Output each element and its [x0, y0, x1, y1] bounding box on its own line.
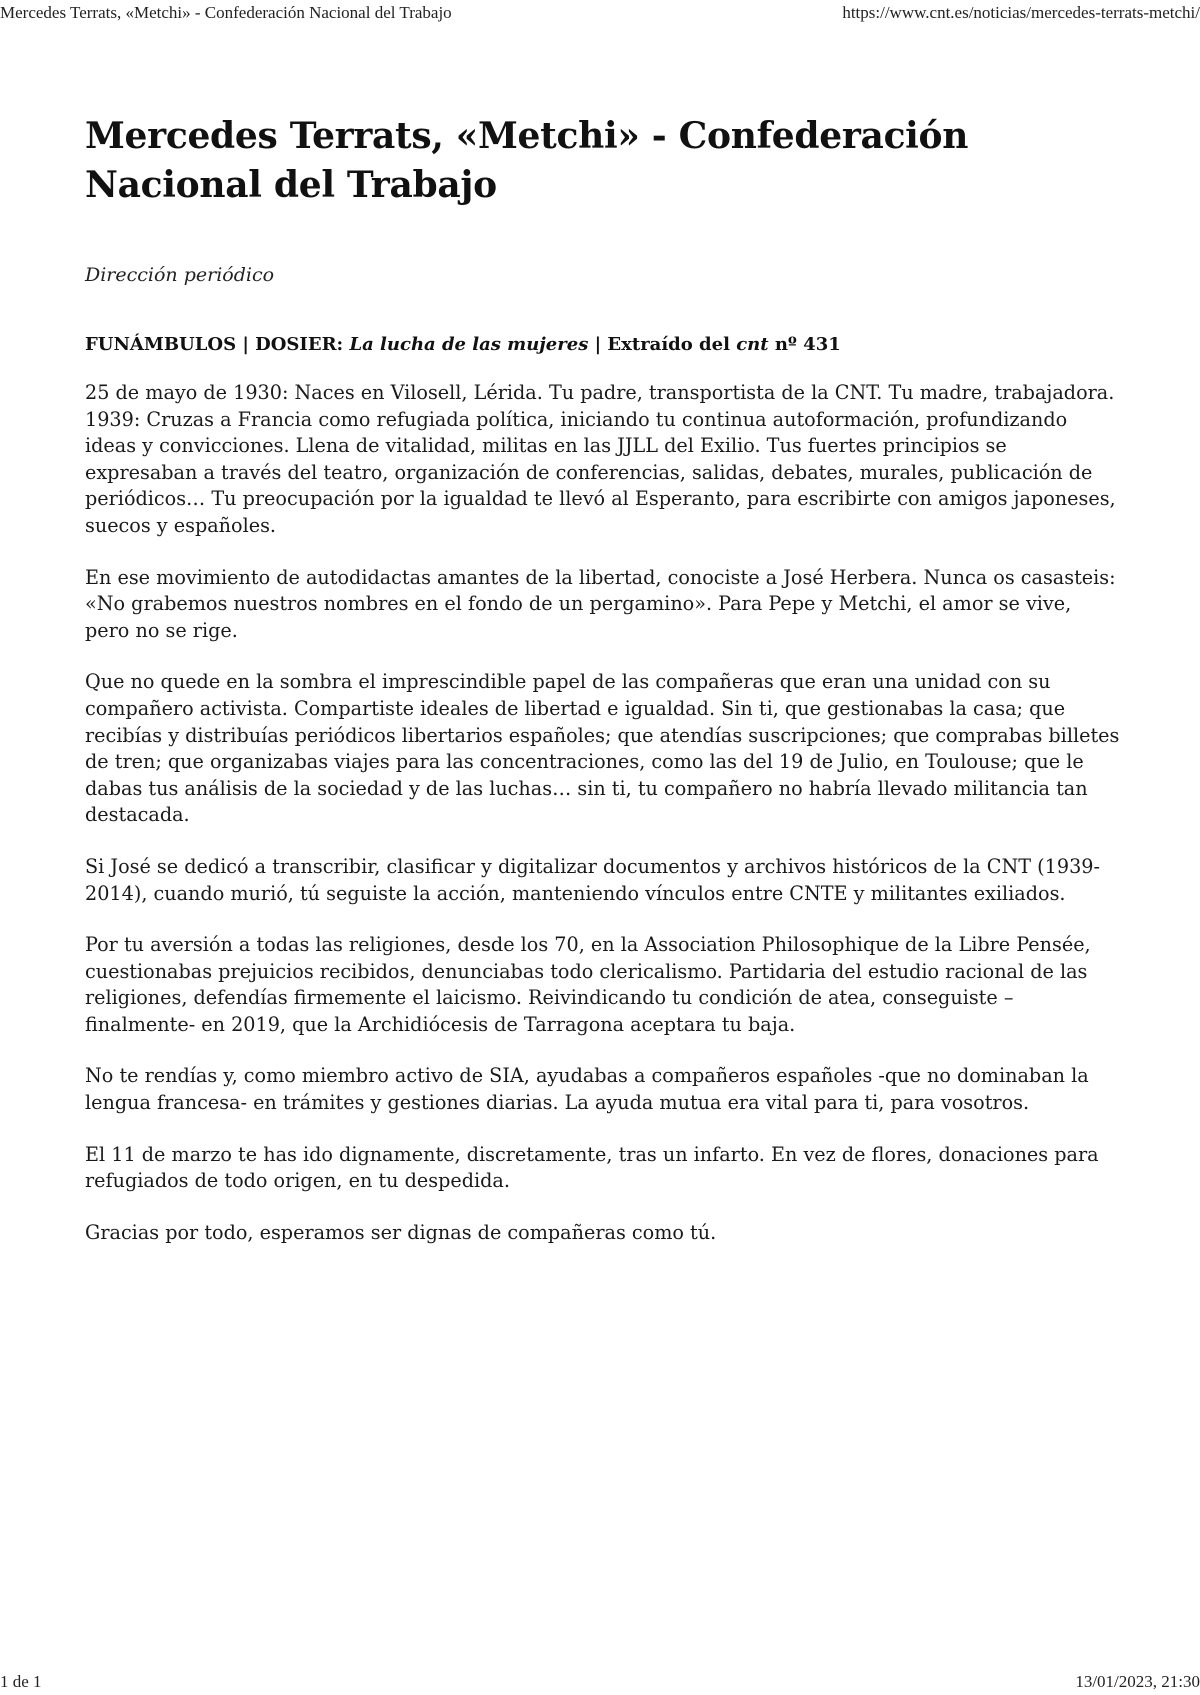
print-header-page-title: Mercedes Terrats, «Metchi» - Confederación Nacional del Trabajo: [0, 3, 452, 22]
article-kicker: [85, 332, 1120, 358]
kicker-publication: cnt: [736, 334, 769, 355]
article: [85, 112, 1120, 1271]
article-paragraph: Por tu aversión a todas las religiones, desde los 70, en la Association Philosophique de la Libre Pensée, cuestionabas prejuicios recibidos, denunciabas todo clericalismo. Partidaria del estudio racional de las religiones, defendías firmemente el laicismo. Reivindicando tu condición de atea, conseguiste –finalmente- en 2019, que la Archidiócesis de Tarragona aceptara tu baja.: [85, 933, 1091, 1036]
article-paragraph: Que no quede en la sombra el imprescindible papel de las compañeras que eran una unidad con su compañero activista. Compartiste ideales de libertad e igualdad. Sin ti, que gestionabas la casa; que recibías y distribuías periódicos libertarios españoles; que atendías suscripciones; que comprabas billetes de tren; que organizabas viajes para las concentraciones, como las del 19 de Julio, en Toulouse; que le dabas tus análisis de la sociedad y de las luchas… sin ti, tu compañero no habría llevado militancia tan destacada.: [85, 670, 1120, 827]
article-title: Mercedes Terrats, «Metchi» - Confederación Nacional del Trabajo: [85, 115, 969, 206]
article-paragraph: Gracias por todo, esperamos ser dignas de compañeras como tú.: [85, 1220, 717, 1244]
article-body: [85, 380, 1120, 1246]
article-paragraph: 25 de mayo de 1930: Naces en Vilosell, Lérida. Tu padre, transportista de la CNT. Tu madre, trabajadora. 1939: Cruzas a Francia como refugiada política, iniciando tu continua autoformación, profundizando ideas y convicciones. Llena de vitalidad, militas en las JJLL del Exilio. Tus fuertes principios se expresaban a través del teatro, organización de conferencias, salidas, debates, murales, publicación de periódicos… Tu preocupación por la igualdad te llevó al Esperanto, para escribirte con amigos japoneses, suecos y españoles.: [85, 381, 1116, 537]
article-paragraph: En ese movimiento de autodidactas amantes de la libertad, conociste a José Herbera. Nunca os casasteis: «No grabemos nuestros nombres en el fondo de un pergamino». Para Pepe y Metchi, el amor se vive, pero no se rige.: [85, 565, 1116, 642]
print-header-url[interactable]: https://www.cnt.es/noticias/mercedes-terrats-metchi/: [842, 3, 1200, 22]
print-footer-timestamp: 13/01/2023, 21:30: [1075, 1672, 1200, 1691]
kicker-issue: nº 431: [768, 334, 841, 355]
print-header: [0, 0, 1200, 26]
article-paragraph: No te rendías y, como miembro activo de SIA, ayudabas a compañeros españoles -que no dominaban la lengua francesa- en trámites y gestiones diarias. La ayuda mutua era vital para ti, para vosotros.: [85, 1064, 1089, 1115]
article-byline: Dirección periódico: [85, 264, 275, 286]
print-footer: [0, 1669, 1200, 1695]
kicker-separator: | Extraído del: [588, 334, 737, 355]
kicker-section: FUNÁMBULOS | DOSIER:: [85, 334, 344, 355]
article-paragraph: El 11 de marzo te has ido dignamente, discretamente, tras un infarto. En vez de flores, donaciones para refugiados de todo origen, en tu despedida.: [85, 1142, 1099, 1193]
article-paragraph: Si José se dedicó a transcribir, clasificar y digitalizar documentos y archivos históricos de la CNT (1939-2014), cuando murió, tú seguiste la acción, manteniendo vínculos entre CNTE y militantes exiliados.: [85, 854, 1100, 905]
print-footer-page-count: 1 de 1: [0, 1672, 42, 1691]
kicker-dossier-title: La lucha de las mujeres: [349, 334, 589, 355]
